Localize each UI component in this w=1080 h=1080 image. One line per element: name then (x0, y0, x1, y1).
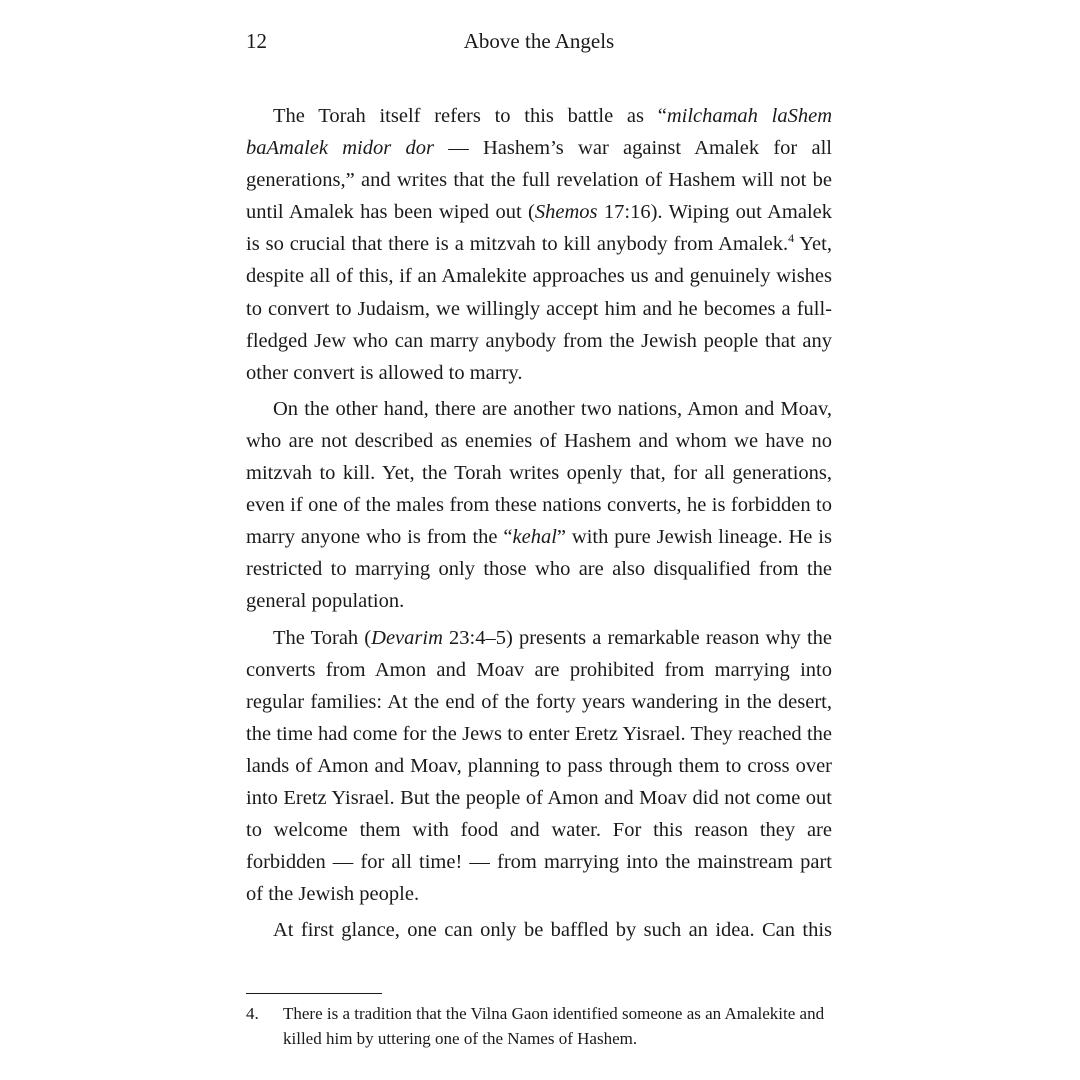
text-run: Yet, despite all of this, if an Amalekite approaches us and genuinely wishes to convert to Judaism, we willingly accept him and he becomes a full-fledged Jew who can marry anybody from the Jewish people that any other convert is allowed to marry. (246, 233, 832, 384)
footnote-divider (246, 993, 382, 994)
text-run: 17:16). Wiping out Amalek is so crucial that there is a mitzvah to kill anybody from Amalek. (246, 201, 833, 256)
text-run: At first glance, one can only be baffled by such an idea. Can this (273, 919, 832, 942)
footnote-reference: 4 (788, 231, 795, 246)
text-run: The Torah ( (273, 626, 372, 649)
footnote-text: There is a tradition that the Vilna Gaon identified someone as an Amalekite and killed him by uttering one of the Names of Hashem. (283, 1004, 825, 1048)
footnote-number: 4. (246, 1004, 259, 1023)
footnote (246, 1001, 832, 1051)
italic-term: Devarim (371, 626, 443, 649)
body-text (246, 100, 832, 950)
text-run: On the other hand, there are another two nations, Amon and Moav, who are not described as enemies of Hashem and whom we have no mitzvah to kill. Yet, the Torah writes openly that, for all generations, even if one of the males from these nations converts, he is forbidden to marry anyone who is from the “ (246, 397, 832, 549)
italic-term: milchamah laShem baAmalek midor dor (246, 105, 832, 160)
text-run: — Hashem’s war against Amalek for all generations,” and writes that the full revelation of Hashem will not be until Amalek has been wiped out ( (246, 137, 832, 224)
paragraph-3 (246, 622, 832, 911)
running-title: Above the Angels (463, 29, 615, 53)
paragraph-1 (246, 100, 832, 389)
paragraph-4 (246, 914, 832, 946)
italic-term: Shemos (534, 201, 598, 224)
text-run: 23:4–5) presents a remarkable reason why the converts from Amon and Moav are prohibited from marrying into regular families: At the end of the forty years wandering in the desert, the time had come for the Jews to enter Eretz Yisrael. They reached the lands of Amon and Moav, planning to pass through them to cross over into Eretz Yisrael. But the people of Amon and Moav did not come out to welcome them with food and water. For this reason they are forbidden — for all time! — from marrying into the mainstream part of the Jewish people. (246, 626, 832, 906)
text-run: The Torah itself refers to this battle as “ (273, 105, 667, 127)
paragraph-2 (246, 393, 832, 618)
italic-term: kehal (512, 526, 557, 549)
text-run: ” with pure Jewish lineage. He is restricted to marrying only those who are also disqualified from the general population. (246, 526, 832, 613)
page-number: 12 (246, 29, 267, 53)
running-header (246, 24, 832, 58)
